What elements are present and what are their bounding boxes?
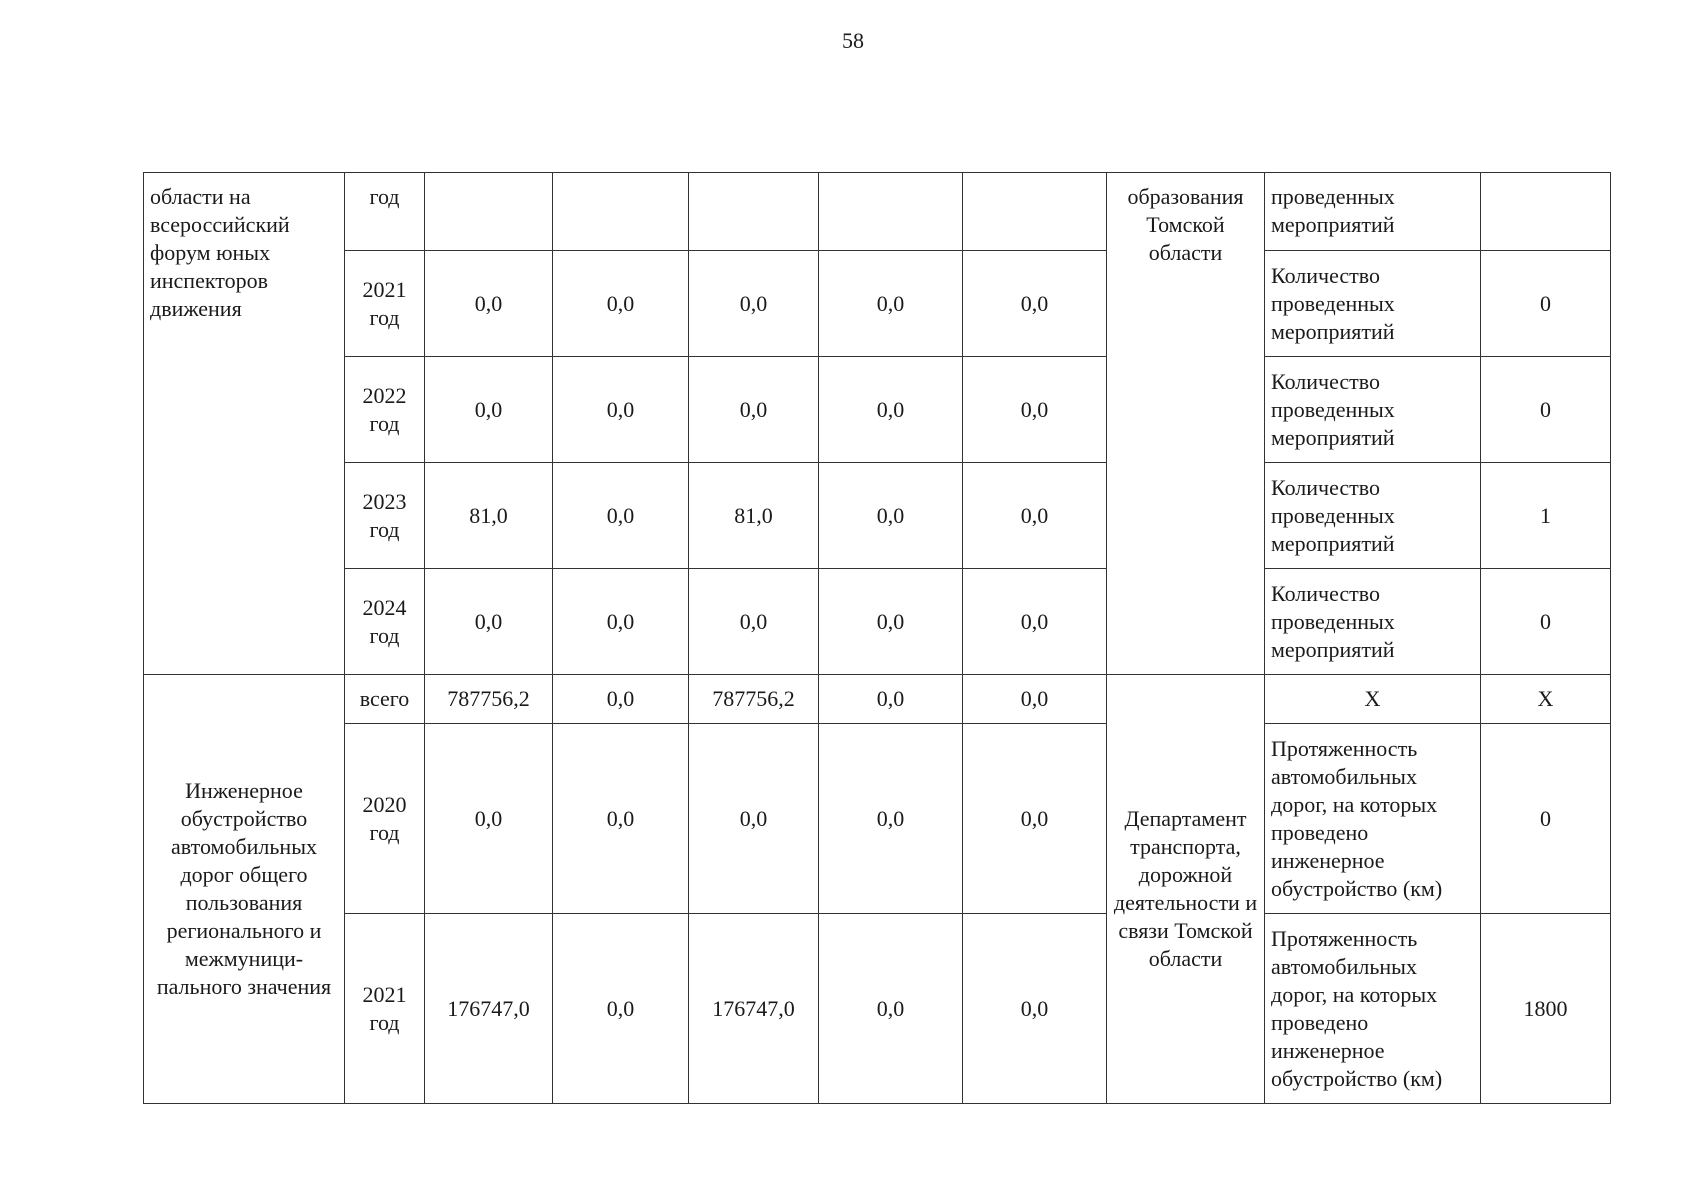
- value-cell: 0,0: [963, 357, 1107, 463]
- value-cell: 0,0: [819, 251, 963, 357]
- executor-cell: образования Томской области: [1107, 173, 1265, 675]
- indicator-cell: Количество проведенных мероприятий: [1265, 357, 1481, 463]
- value-cell: 0,0: [425, 251, 553, 357]
- value-cell: 0,0: [819, 463, 963, 569]
- year-cell: всего: [345, 675, 425, 724]
- page-number: 58: [842, 28, 864, 53]
- value-cell: 0,0: [553, 251, 689, 357]
- value-cell: [819, 173, 963, 251]
- value-cell: [553, 173, 689, 251]
- value-cell: 0,0: [819, 724, 963, 914]
- value-cell: 0,0: [553, 724, 689, 914]
- value-cell: 0,0: [819, 914, 963, 1104]
- value-cell: 0,0: [819, 569, 963, 675]
- program-table: [143, 172, 1611, 1104]
- value-cell: 0,0: [963, 463, 1107, 569]
- value-cell: 0,0: [963, 914, 1107, 1104]
- value-cell: 0,0: [689, 357, 819, 463]
- indicator-value-cell: 0: [1481, 569, 1611, 675]
- indicator-value-cell: 0: [1481, 724, 1611, 914]
- value-cell: 0,0: [963, 251, 1107, 357]
- table-row: [144, 357, 1611, 463]
- value-cell: 0,0: [963, 724, 1107, 914]
- table-row: [144, 173, 1611, 251]
- value-cell: 81,0: [689, 463, 819, 569]
- indicator-value-cell: X: [1481, 675, 1611, 724]
- table-row: [144, 724, 1611, 914]
- table-row: [144, 463, 1611, 569]
- indicator-cell: Количество проведенных мероприятий: [1265, 251, 1481, 357]
- year-cell: год: [345, 173, 425, 251]
- year-cell: 2024 год: [345, 569, 425, 675]
- value-cell: 0,0: [963, 569, 1107, 675]
- indicator-cell: проведенных мероприятий: [1265, 173, 1481, 251]
- indicator-value-cell: 1800: [1481, 914, 1611, 1104]
- value-cell: [963, 173, 1107, 251]
- executor-cell: Департамент транспорта, дорожной деятельности и связи Томской области: [1107, 675, 1265, 1104]
- year-cell: 2023 год: [345, 463, 425, 569]
- table-row: [144, 914, 1611, 1104]
- table-row: [144, 569, 1611, 675]
- value-cell: 0,0: [425, 357, 553, 463]
- value-cell: [689, 173, 819, 251]
- year-cell: 2020 год: [345, 724, 425, 914]
- value-cell: 0,0: [553, 357, 689, 463]
- value-cell: 0,0: [553, 463, 689, 569]
- value-cell: 0,0: [963, 675, 1107, 724]
- value-cell: 0,0: [689, 251, 819, 357]
- indicator-value-cell: 0: [1481, 357, 1611, 463]
- table-row: [144, 675, 1611, 724]
- year-cell: 2021 год: [345, 914, 425, 1104]
- indicator-cell: Количество проведенных мероприятий: [1265, 569, 1481, 675]
- value-cell: 176747,0: [689, 914, 819, 1104]
- indicator-cell: X: [1265, 675, 1481, 724]
- year-cell: 2022 год: [345, 357, 425, 463]
- value-cell: 0,0: [425, 724, 553, 914]
- value-cell: 176747,0: [425, 914, 553, 1104]
- table-row: [144, 251, 1611, 357]
- value-cell: 0,0: [819, 357, 963, 463]
- indicator-value-cell: [1481, 173, 1611, 251]
- indicator-cell: Протяженность автомобильных дорог, на которых проведено инженерное обустройство (км): [1265, 724, 1481, 914]
- activity-name-cell: области на всероссийский форум юных инспекторов движения: [144, 173, 345, 675]
- year-cell: 2021 год: [345, 251, 425, 357]
- activity-name-cell: Инженерное обустройство автомобильных дорог общего пользования регионального и межмуници-пального значения: [144, 675, 345, 1104]
- indicator-cell: Количество проведенных мероприятий: [1265, 463, 1481, 569]
- value-cell: [425, 173, 553, 251]
- value-cell: 0,0: [819, 675, 963, 724]
- value-cell: 0,0: [553, 569, 689, 675]
- value-cell: 0,0: [689, 724, 819, 914]
- indicator-cell: Протяженность автомобильных дорог, на которых проведено инженерное обустройство (км): [1265, 914, 1481, 1104]
- value-cell: 81,0: [425, 463, 553, 569]
- indicator-value-cell: 0: [1481, 251, 1611, 357]
- value-cell: 0,0: [689, 569, 819, 675]
- value-cell: 0,0: [553, 914, 689, 1104]
- value-cell: 787756,2: [425, 675, 553, 724]
- indicator-value-cell: 1: [1481, 463, 1611, 569]
- value-cell: 0,0: [425, 569, 553, 675]
- value-cell: 787756,2: [689, 675, 819, 724]
- value-cell: 0,0: [553, 675, 689, 724]
